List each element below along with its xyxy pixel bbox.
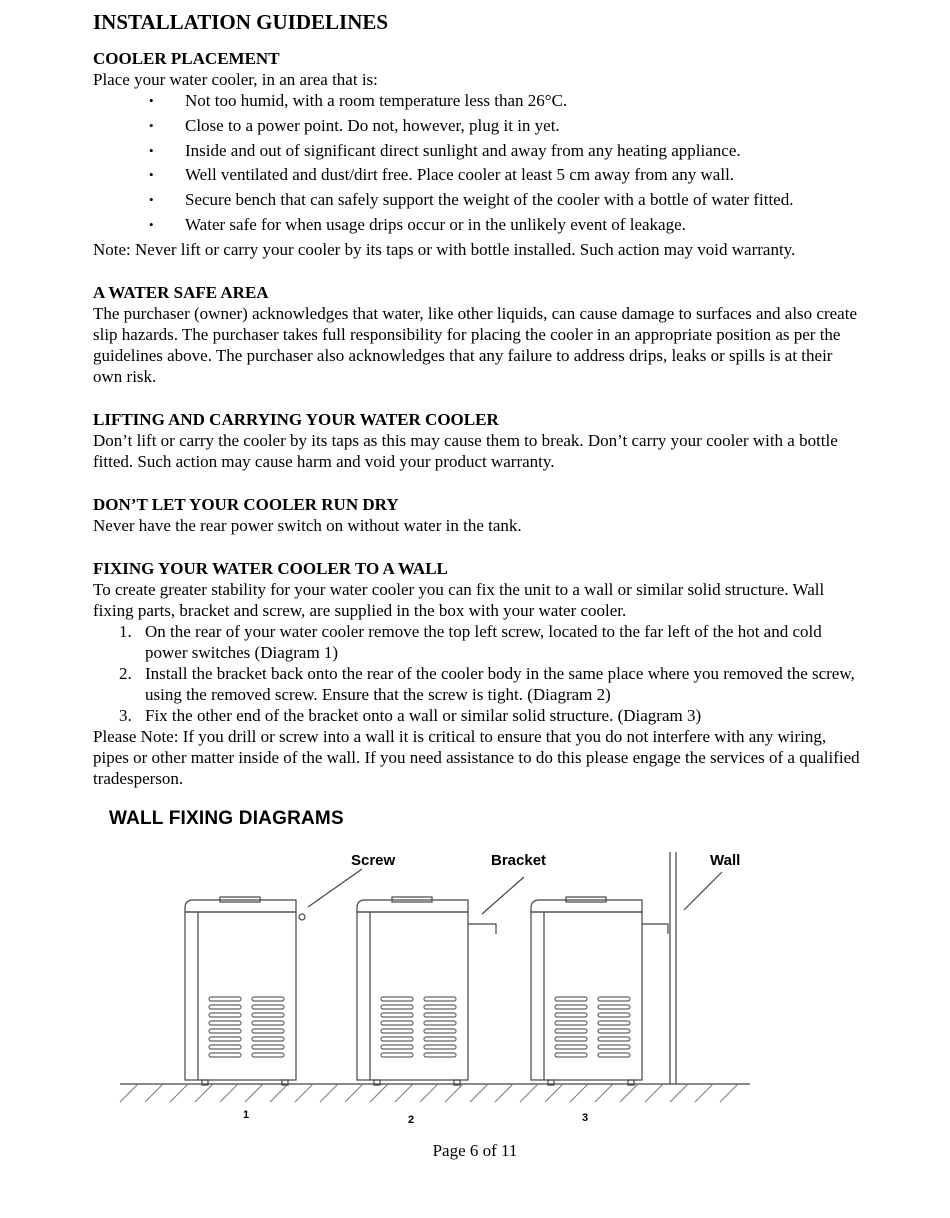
diagram-number-2: 2 (408, 1114, 415, 1126)
list-item: • Not too humid, with a room temperature less than 26°C. (149, 91, 568, 110)
wall-pointer (684, 872, 722, 910)
bullet-icon: • (149, 117, 154, 133)
water-safe-body: The purchaser (owner) acknowledges that water, like other liquids, can cause damage to surfaces and also create slip hazards. The purchaser takes full responsibility for placing the cooler in an appropriate position as per the guidelines above. The purchaser also acknowledges that any failure to address drips, leaks or spills is at their own risk. (93, 303, 857, 386)
placement-intro: Place your water cooler, in an area that is: (93, 70, 378, 89)
bracket-pointer (482, 877, 524, 914)
bullet-icon: • (149, 142, 154, 158)
list-item: • Well ventilated and dust/dirt free. Place cooler at least 5 cm away from any wall. (149, 165, 735, 185)
section-heading-water-safe: A WATER SAFE AREA (93, 282, 269, 302)
list-item: • Close to a power point. Do not, however, plug it in yet. (149, 115, 560, 135)
cooler-diagram-2 (357, 877, 524, 1085)
bullet-icon: • (149, 216, 154, 232)
wall-note: Please Note: If you drill or screw into a wall it is critical to ensure that you do not interfere with any wiring, pipes or other matter inside of the wall. If you need assistance to do this please engage the services of a qualified tradesperson. (93, 726, 860, 788)
placement-list (93, 90, 863, 235)
wall-intro: To create greater stability for your water cooler you can fix the unit to a wall or similar solid structure. Wall fixing parts, bracket and screw, are supplied in the box with your water cooler. (93, 579, 825, 620)
list-item: • Inside and out of significant direct sunlight and away from any heating appliance. (149, 140, 741, 160)
diagram-number-3: 3 (582, 1112, 589, 1124)
cooler-diagram-3 (531, 852, 722, 1085)
diagram-number-1: 1 (243, 1109, 250, 1121)
list-item: • Water safe for when usage drips occur or in the unlikely event of leakage. (149, 214, 686, 234)
section-heading-lifting: LIFTING AND CARRYING YOUR WATER COOLER (93, 409, 499, 429)
list-item: 2. Install the bracket back onto the rear of the cooler body in the same place where you removed the screw, using the removed screw. Ensure that the screw is tight. (Diagram 2) (119, 663, 855, 704)
list-item: 1. On the rear of your water cooler remove the top left screw, located to the far left of the hot and cold power switches (Diagram 1) (119, 621, 822, 662)
wall-steps (93, 621, 863, 726)
floor-hatching (120, 1084, 738, 1102)
wall-fixing-diagram (110, 840, 760, 1130)
label-bracket: Bracket (491, 852, 547, 869)
screw-icon (299, 914, 305, 920)
section-heading-run-dry: DON’T LET YOUR COOLER RUN DRY (93, 494, 399, 514)
page-footer: Page 6 of 11 (432, 1141, 518, 1160)
bullet-icon: • (149, 93, 154, 108)
list-item: • Secure bench that can safely support the weight of the cooler with a bottle of water fitted. (149, 190, 794, 210)
screw-pointer (308, 869, 362, 907)
run-dry-body: Never have the rear power switch on without water in the tank. (93, 515, 522, 535)
document-page (93, 8, 863, 789)
placement-note: Note: Never lift or carry your cooler by its taps or with bottle installed. Such action may void warranty. (93, 239, 796, 259)
label-wall: Wall (710, 852, 741, 869)
bullet-icon: • (149, 167, 154, 183)
lifting-body: Don’t lift or carry the cooler by its taps as this may cause them to break. Don’t carry your cooler with a bottle fitted. Such action may cause harm and void your product warranty. (93, 430, 838, 471)
section-heading-wall: FIXING YOUR WATER COOLER TO A WALL (93, 558, 448, 578)
cooler-diagram-1 (185, 869, 362, 1085)
label-screw: Screw (351, 852, 396, 869)
list-item: 3. Fix the other end of the bracket onto a wall or similar solid structure. (Diagram 3) (119, 705, 702, 725)
bracket-icon (468, 924, 496, 934)
bracket-icon (642, 924, 668, 934)
page-title: INSTALLATION GUIDELINES (93, 10, 389, 34)
bullet-icon: • (149, 192, 154, 208)
diagram-title: WALL FIXING DIAGRAMS (109, 808, 344, 829)
section-heading-placement: COOLER PLACEMENT (93, 49, 280, 68)
